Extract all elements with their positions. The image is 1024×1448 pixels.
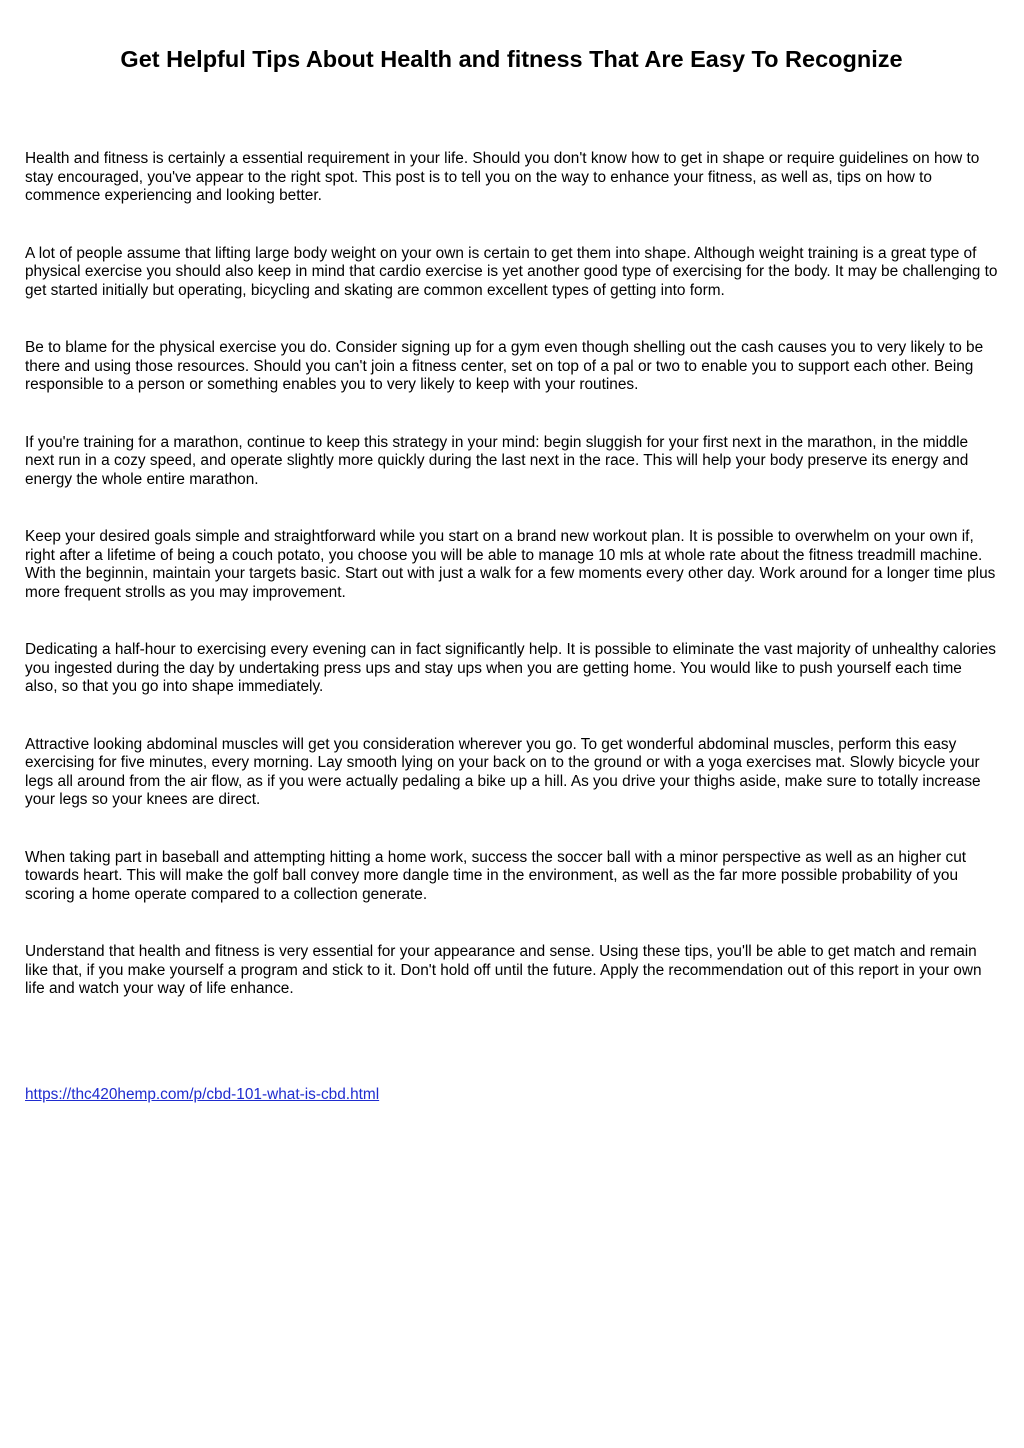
paragraph-9: Understand that health and fitness is very essential for your appearance and sense. Using these tips, you'll be able to get match and remain like that, if you make yourself a program and stick to it. Don't hold off until the future. Apply the recommendation out of this report in your own life and watch your way of life enhance. <box>25 943 982 997</box>
paragraph-5: Keep your desired goals simple and straightforward while you start on a brand new workout plan. It is possible to overwhelm on your own if, right after a lifetime of being a couch potato, you choose you will be able to manage 10 mls at whole rate about the fitness treadmill machine. With the beginnin, maintain your targets basic. Start out with just a walk for a few moments every other day. Work around for a longer time plus more frequent strolls as you may improvement. <box>25 528 996 601</box>
paragraph-3: Be to blame for the physical exercise you do. Consider signing up for a gym even though shelling out the cash causes you to very likely to be there and using those resources. Should you can't join a fitness center, set on top of a pal or two to enable you to support each other. Being responsible to a person or something enables you to very likely to keep with your routines. <box>25 339 984 393</box>
paragraph-6: Dedicating a half-hour to exercising every evening can in fact significantly help. It is possible to eliminate the vast majority of unhealthy calories you ingested during the day by undertaking press ups and stay ups when you are getting home. You would like to push yourself each time also, so that you go into shape immediately. <box>25 641 996 695</box>
paragraph-1: Health and fitness is certainly a essential requirement in your life. Should you don't know how to get in shape or require guidelines on how to stay encouraged, you've appear to the right spot. This post is to tell you on the way to enhance your fitness, as well as, tips on how to commence experiencing and looking better. <box>25 150 980 204</box>
document-title: Get Helpful Tips About Health and fitness That Are Easy To Recognize <box>120 46 903 72</box>
article-body <box>25 150 998 999</box>
paragraph-4: If you're training for a marathon, continue to keep this strategy in your mind: begin sluggish for your first next in the marathon, in the middle next run in a cozy speed, and operate slightly more quickly during the last next in the race. This will help your body preserve its energy and energy the whole entire marathon. <box>25 433 969 488</box>
paragraph-2: A lot of people assume that lifting large body weight on your own is certain to get them into shape. Although weight training is a great type of physical exercise you should also keep in mind that cardio exercise is yet another good type of exercising for the body. It may be challenging to get started initially but operating, bicycling and skating are common excellent types of getting into form. <box>25 244 998 299</box>
source-link[interactable]: https://thc420hemp.com/p/cbd-101-what-is-cbd.html <box>25 1085 380 1103</box>
paragraph-7: Attractive looking abdominal muscles will get you consideration wherever you go. To get wonderful abdominal muscles, perform this easy exercising for five minutes, every morning. Lay smooth lying on your back on to the ground or with a yoga exercises mat. Slowly bicycle your legs all around from the air flow, as if you were actually pedaling a bike up a hill. As you drive your thighs aside, make sure to totally increase your legs so your knees are direct. <box>25 735 981 808</box>
paragraph-8: When taking part in baseball and attempting hitting a home work, success the soccer ball with a minor perspective as well as an higher cut towards heart. This will make the golf ball convey more dangle time in the environment, as well as the far more possible probability of you scoring a home operate compared to a collection generate. <box>25 848 967 903</box>
